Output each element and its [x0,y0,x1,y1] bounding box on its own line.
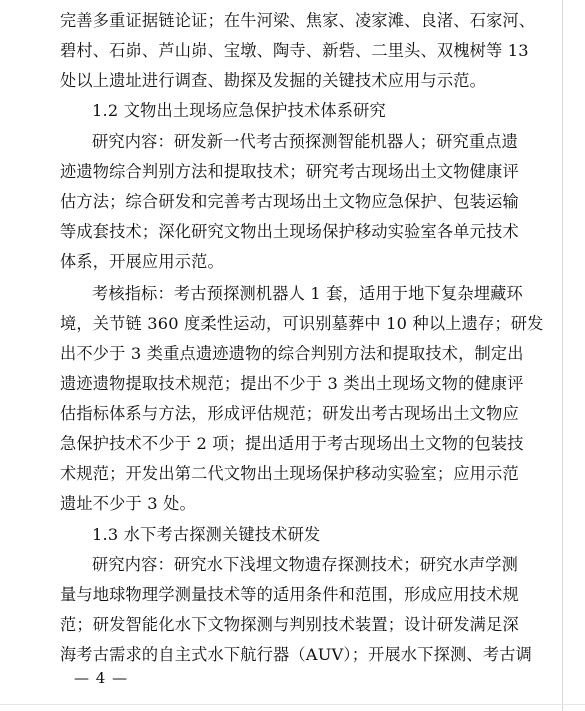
paragraph-line: 出不少于 3 类重点遗迹遗物的综合判别方法和提取技术，制定出 [60,344,524,363]
paragraph-line: 海考古需求的自主式水下航行器（AUV）；开展水下探测、考古调 [60,645,532,664]
paragraph-line: 术规范；开发出第二代文物出土现场保护移动实验室；应用示范 [60,464,519,483]
paragraph-line: 估方法；综合研发和完善考古现场出土文物应急保护、包装运输 [60,192,519,211]
page-number: — 4 — [74,669,129,687]
body-text-line: 碧村、石峁、芦山峁、宝墩、陶寺、新砦、二里头、双槐树等 13 [60,41,529,60]
paragraph-line: 急保护技术不少于 2 项；提出适用于考古现场出土文物的包装技 [60,434,524,453]
paragraph-line: 迹遗物综合判别方法和提取技术；研究考古现场出土文物健康评 [60,162,519,181]
page-bottom-divider [0,704,585,705]
page-edge-divider [562,0,563,711]
paragraph-line: 考核指标：考古预探测机器人 1 套，适用于地下复杂埋藏环 [92,284,523,303]
paragraph-line: 遗址不少于 3 处。 [60,494,196,513]
paragraph-line: 研究内容：研究水下浅埋文物遗存探测技术；研究水声学测 [92,555,519,574]
paragraph-line: 等成套技术；深化研究文物出土现场保护移动实验室各单元技术 [60,222,519,241]
paragraph-line: 体系，开展应用示范。 [60,252,224,271]
paragraph-line: 范；研发智能化水下文物探测与判别技术装置；设计研发满足深 [60,615,519,634]
paragraph-line: 境，关节链 360 度柔性运动，可识别墓葬中 10 种以上遗存；研发 [60,314,544,333]
paragraph-line: 量与地球物理学测量技术等的适用条件和范围，形成应用技术规 [60,585,519,604]
section-heading: 1.3 水下考古探测关键技术研发 [92,525,321,544]
paragraph-line: 估指标体系与方法，形成评估规范；研发出考古现场出土文物应 [60,404,519,423]
paragraph-line: 遗迹遗物提取技术规范；提出不少于 3 类出土现场文物的健康评 [60,374,524,393]
section-heading: 1.2 文物出土现场应急保护技术体系研究 [92,101,386,120]
paragraph-line: 研究内容：研发新一代考古预探测智能机器人；研究重点遗 [92,132,519,151]
body-text-line: 处以上遗址进行调查、勘探及发掘的关键技术应用与示范。 [60,71,487,90]
body-text-line: 完善多重证据链论证；在牛河梁、焦家、凌家滩、良渚、石家河、 [60,11,536,30]
